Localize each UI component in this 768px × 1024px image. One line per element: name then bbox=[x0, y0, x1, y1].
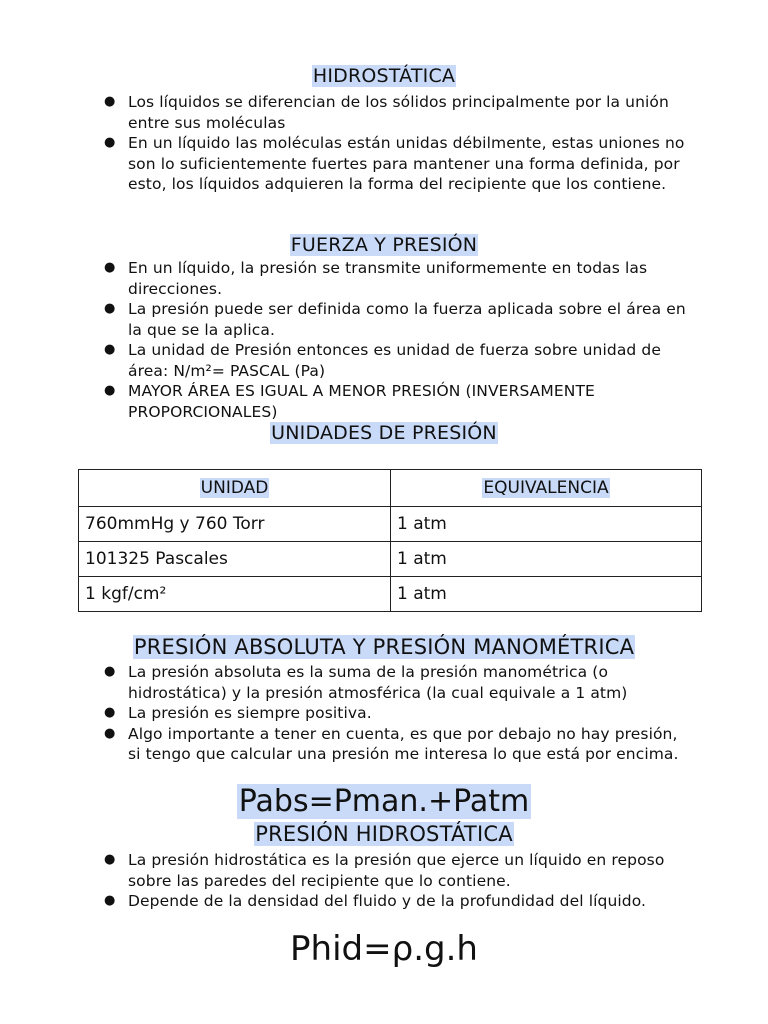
list-item: ● Depende de la densidad del fluido y de la profundidad del líquido. bbox=[104, 892, 647, 910]
heading-presion-hidrostatica: PRESIÓN HIDROSTÁTICA bbox=[255, 822, 513, 846]
column-header-equivalencia: EQUIVALENCIA bbox=[391, 470, 702, 507]
bullet-icon: ● bbox=[104, 893, 116, 908]
table-cell: 1 kgf/cm² bbox=[79, 577, 391, 612]
list-item: ● La presión absoluta es la suma de la presión manométrica (o hidrostática) y la presión atmosférica (la cual equivale a 1 atm) bbox=[104, 663, 628, 702]
bullet-icon: ● bbox=[104, 94, 116, 109]
bullet-icon: ● bbox=[104, 383, 116, 398]
heading-unidades: UNIDADES DE PRESIÓN bbox=[271, 422, 497, 444]
list-item: ● La unidad de Presión entonces es unidad de fuerza sobre unidad de área: N/m²= PASCAL (Pa) bbox=[104, 341, 661, 380]
list-presion-hidrostatica bbox=[102, 850, 687, 912]
table-cell: 101325 Pascales bbox=[79, 542, 391, 577]
table-row bbox=[79, 507, 702, 542]
list-item: ● En un líquido, la presión se transmite uniformemente en todas las direcciones. bbox=[104, 259, 648, 298]
formula-presion-hidrostatica: Phid=ρ.g.h bbox=[290, 929, 478, 969]
table-row bbox=[79, 577, 702, 612]
list-item: ● La presión es siempre positiva. bbox=[104, 704, 372, 722]
column-header-unidad: UNIDAD bbox=[79, 470, 391, 507]
table-cell: 1 atm bbox=[391, 577, 702, 612]
table-cell: 1 atm bbox=[391, 507, 702, 542]
list-presion-absoluta bbox=[102, 662, 687, 765]
heading-presion-absoluta: PRESIÓN ABSOLUTA Y PRESIÓN MANOMÉTRICA bbox=[133, 635, 635, 659]
list-hidrostatica bbox=[102, 92, 687, 195]
table-cell: 1 atm bbox=[391, 542, 702, 577]
list-item: ● La presión hidrostática es la presión que ejerce un líquido en reposo sobre las paredes del recipiente que lo contiene. bbox=[104, 851, 665, 890]
bullet-icon: ● bbox=[104, 664, 116, 679]
list-item: ● Los líquidos se diferencian de los sólidos principalmente por la unión entre sus moléculas bbox=[104, 93, 669, 132]
units-table bbox=[78, 469, 702, 612]
bullet-icon: ● bbox=[104, 301, 116, 316]
table-header-row bbox=[79, 470, 702, 507]
heading-fuerza-presion: FUERZA Y PRESIÓN bbox=[290, 234, 478, 256]
list-fuerza-presion bbox=[102, 258, 687, 422]
table-cell: 760mmHg y 760 Torr bbox=[79, 507, 391, 542]
bullet-icon: ● bbox=[104, 852, 116, 867]
list-item: ● En un líquido las moléculas están unidas débilmente, estas uniones no son lo suficientemente fuertes para mantener una forma definida, por esto, los líquidos adquieren la forma del recipiente que los contiene. bbox=[104, 134, 685, 193]
heading-hidrostatica: HIDROSTÁTICA bbox=[312, 65, 456, 87]
bullet-icon: ● bbox=[104, 342, 116, 357]
bullet-icon: ● bbox=[104, 260, 116, 275]
bullet-icon: ● bbox=[104, 135, 116, 150]
bullet-icon: ● bbox=[104, 725, 116, 741]
bullet-icon: ● bbox=[104, 705, 116, 720]
list-item: ● La presión puede ser definida como la fuerza aplicada sobre el área en la que se la aplica. bbox=[104, 300, 686, 339]
formula-presion-absoluta: Pabs=Pman.+Patm bbox=[238, 784, 530, 819]
list-item: ● MAYOR ÁREA ES IGUAL A MENOR PRESIÓN (INVERSAMENTE PROPORCIONALES) bbox=[104, 382, 595, 421]
table-row bbox=[79, 542, 702, 577]
list-item: ● Algo importante a tener en cuenta, es que por debajo no hay presión, si tengo que calcular una presión me interesa lo que está por encima. bbox=[104, 724, 679, 763]
